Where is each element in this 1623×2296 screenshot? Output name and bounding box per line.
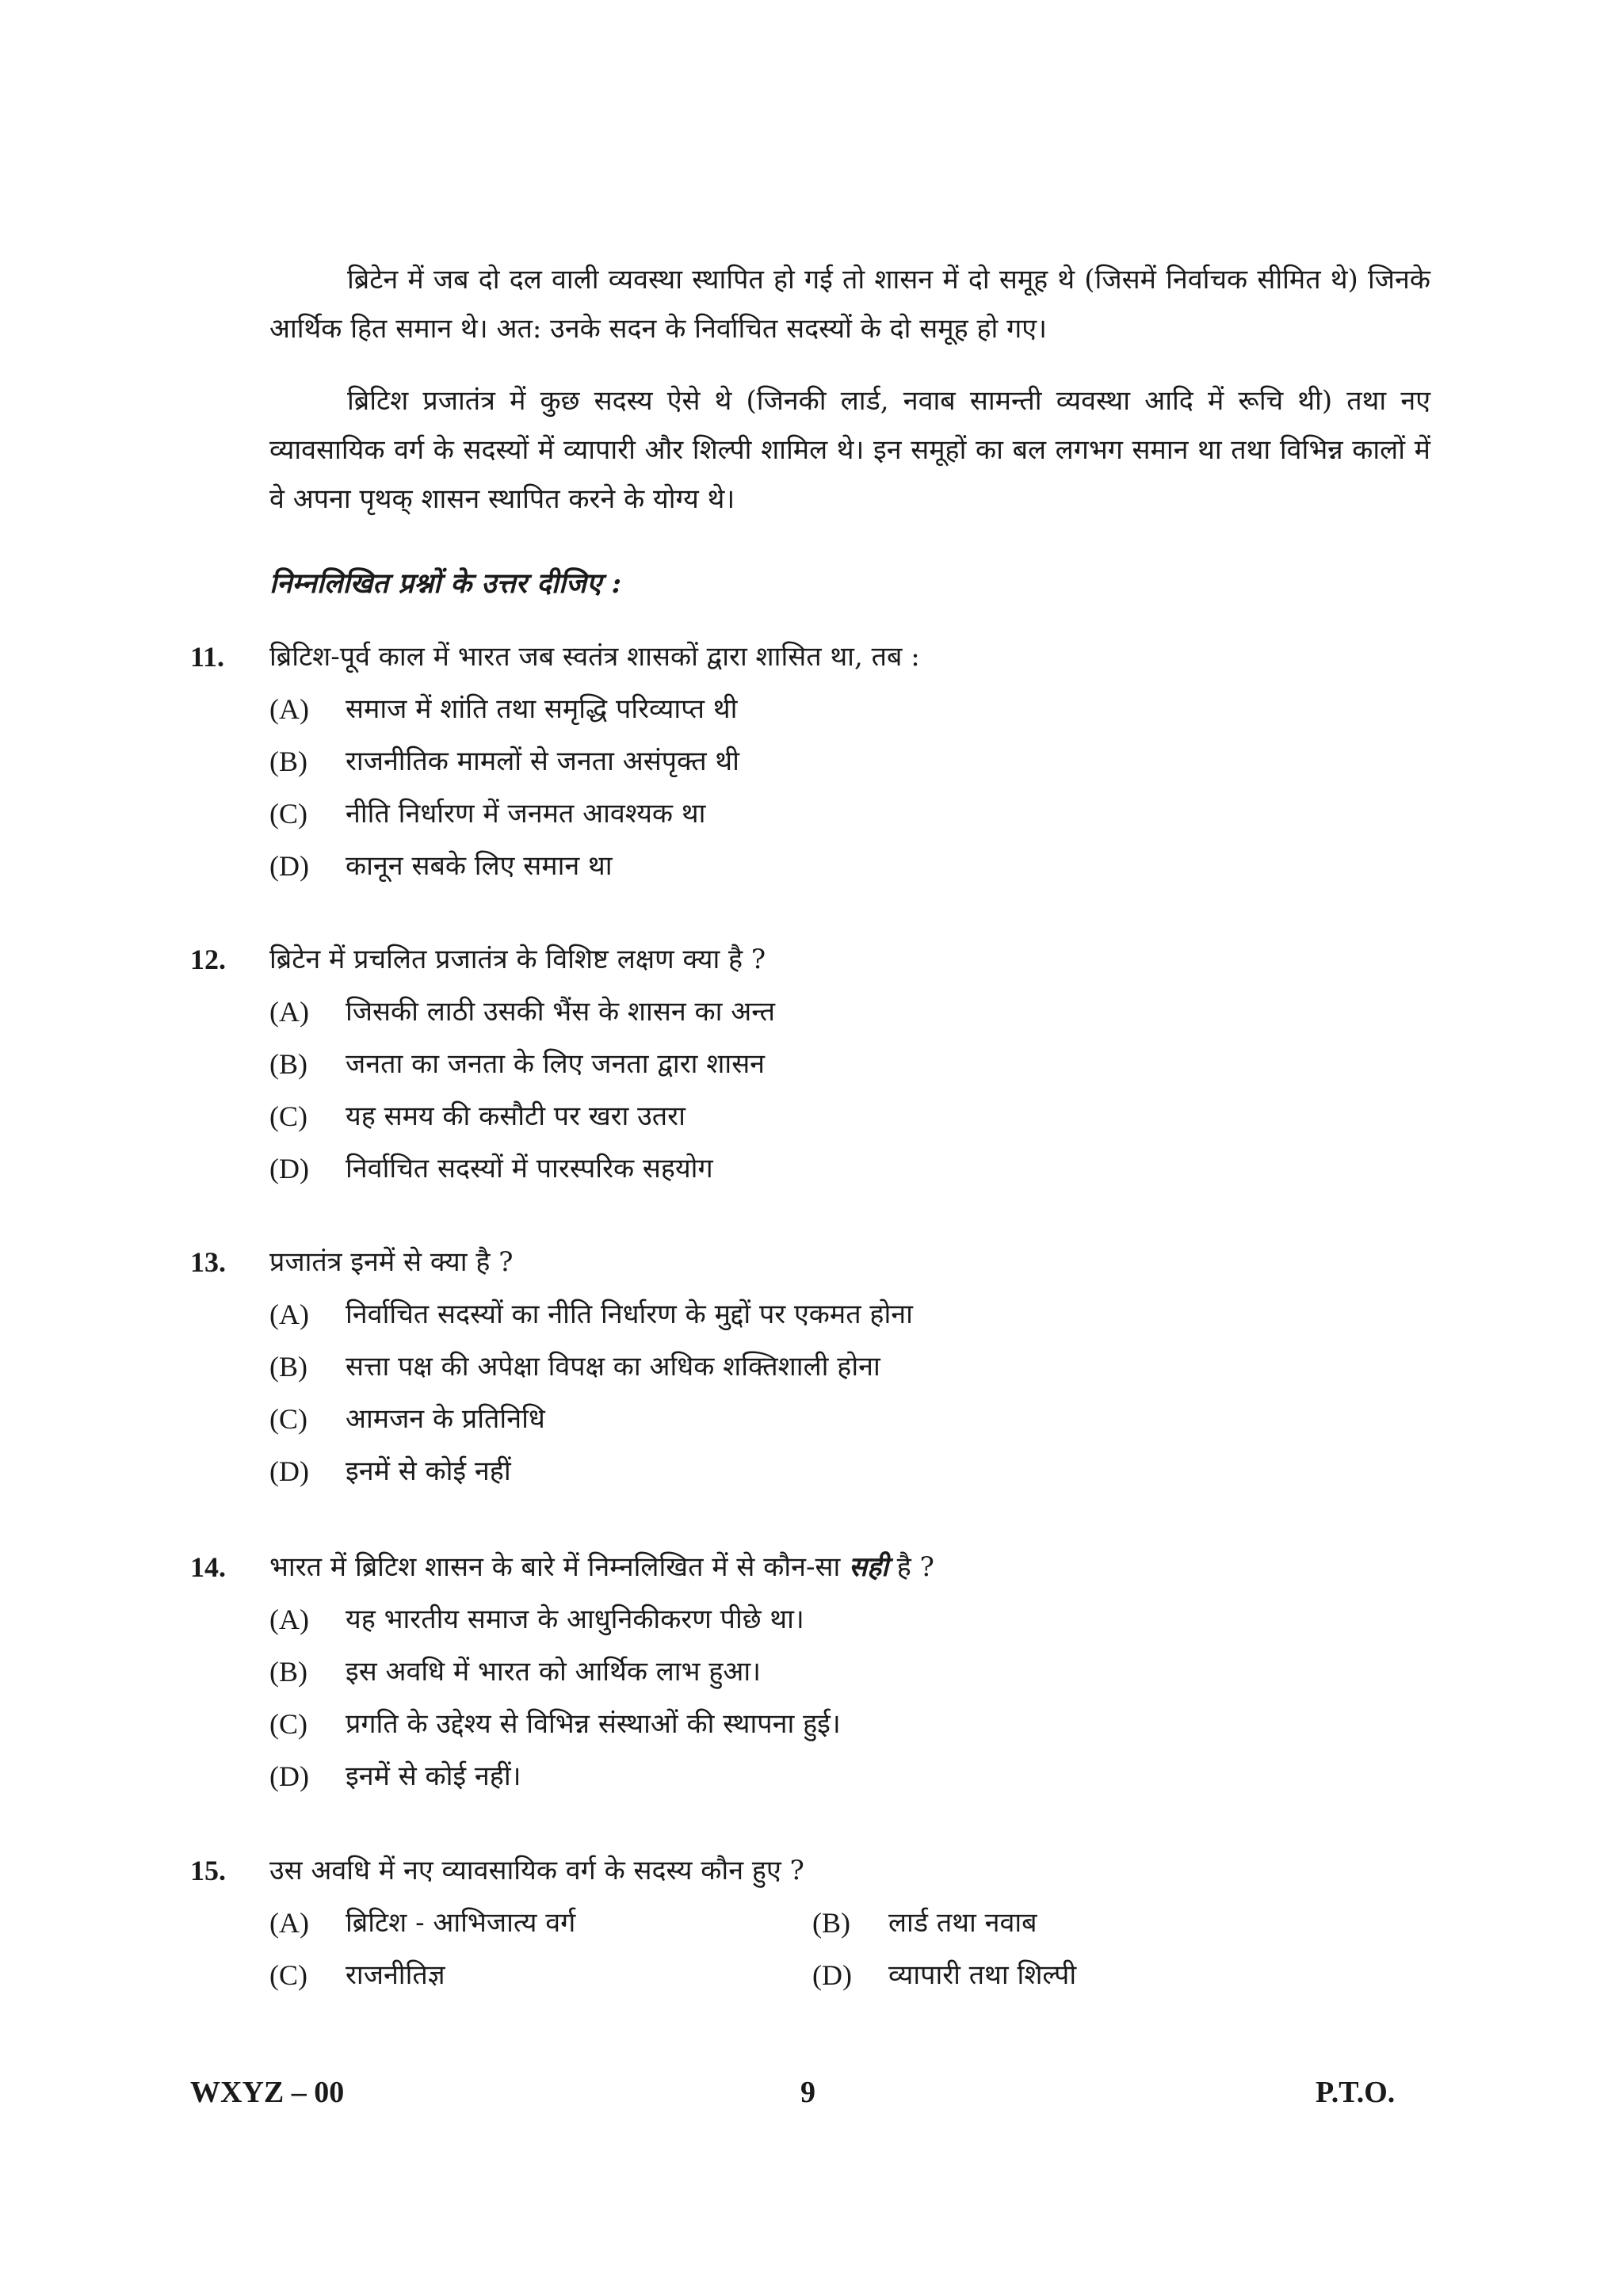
option-text: निर्वाचित सदस्यों में पारस्परिक सहयोग xyxy=(346,1153,713,1184)
please-turn-over: P.T.O. xyxy=(1316,2076,1396,2109)
passage-paragraph-2: ब्रिटिश प्रजातंत्र में कुछ सदस्य ऐसे थे (जिनकी लार्ड, नवाब सामन्ती व्यवस्था आदि में रूचि थी) तथा नए व्यावसायिक वर्ग के सदस्यों में व्यापारी और शिल्पी शामिल थे। इन समूहों का बल लगभग समान था तथा विभिन्न कालों में वे अपना पृथक् शासन स्थापित करने के योग्य थे। xyxy=(269,385,1430,515)
option-text: जिसकी लाठी उसकी भैंस के शासन का अन्त xyxy=(346,996,776,1028)
option-letter: (D) xyxy=(269,1455,309,1487)
question-text: ब्रिटेन में प्रचलित प्रजातंत्र के विशिष्ट लक्षण क्या है ? xyxy=(269,944,766,975)
option-letter: (A) xyxy=(269,1907,309,1939)
option-text: जनता का जनता के लिए जनता द्वारा शासन xyxy=(346,1048,766,1080)
question-text: उस अवधि में नए व्यावसायिक वर्ग के सदस्य कौन हुए ? xyxy=(269,1855,804,1886)
option-text: व्यापारी तथा शिल्पी xyxy=(888,1959,1077,1991)
page-number: 9 xyxy=(800,2076,815,2109)
option-text: इनमें से कोई नहीं। xyxy=(346,1760,521,1792)
option-text: यह भारतीय समाज के आधुनिकीकरण पीछे था। xyxy=(346,1604,804,1635)
option-letter: (C) xyxy=(269,1959,307,1991)
option-letter: (A) xyxy=(269,1604,309,1635)
question-number: 11. xyxy=(190,641,225,673)
option-letter: (D) xyxy=(269,850,309,882)
option-text: ब्रिटिश - आभिजात्य वर्ग xyxy=(346,1907,576,1939)
option-text: नीति निर्धारण में जनमत आवश्यक था xyxy=(346,798,706,830)
option-text: कानून सबके लिए समान था xyxy=(346,850,613,882)
option-letter: (C) xyxy=(269,1100,307,1132)
option-letter: (B) xyxy=(269,1656,307,1688)
question-text: प्रजातंत्र इनमें से क्या है ? xyxy=(269,1246,514,1278)
option-text: निर्वाचित सदस्यों का नीति निर्धारण के मुद्दों पर एकमत होना xyxy=(346,1299,913,1330)
paper-code: WXYZ – 00 xyxy=(190,2076,345,2109)
option-letter: (B) xyxy=(269,1351,307,1383)
option-letter: (B) xyxy=(812,1907,850,1939)
option-text: इनमें से कोई नहीं xyxy=(346,1455,511,1487)
option-letter: (A) xyxy=(269,693,309,725)
option-text: समाज में शांति तथा समृद्धि परिव्याप्त थी xyxy=(346,693,738,725)
option-text: राजनीतिक मामलों से जनता असंपृक्त थी xyxy=(346,746,739,777)
question-number: 15. xyxy=(190,1855,226,1886)
passage-paragraph-1: ब्रिटेन में जब दो दल वाली व्यवस्था स्थापित हो गई तो शासन में दो समूह थे (जिसमें निर्वाचक सीमित थे) जिनके आर्थिक हित समान थे। अत: उनके सदन के निर्वाचित सदस्यों के दो समूह हो गए। xyxy=(269,264,1430,345)
option-letter: (D) xyxy=(269,1153,309,1184)
question-text: ब्रिटिश-पूर्व काल में भारत जब स्वतंत्र शासकों द्वारा शासित था, तब : xyxy=(269,641,920,673)
option-letter: (D) xyxy=(269,1760,309,1792)
option-letter: (D) xyxy=(812,1959,852,1991)
question-text-after: है ? xyxy=(888,1551,934,1583)
option-letter: (A) xyxy=(269,1299,309,1330)
question-text xyxy=(269,1549,934,1585)
option-text: इस अवधि में भारत को आर्थिक लाभ हुआ। xyxy=(346,1656,762,1688)
option-letter: (C) xyxy=(269,1403,307,1435)
option-letter: (C) xyxy=(269,798,307,830)
option-text: राजनीतिज्ञ xyxy=(346,1959,445,1991)
option-letter: (B) xyxy=(269,746,307,777)
question-number: 13. xyxy=(190,1246,226,1278)
question-number: 12. xyxy=(190,944,226,975)
option-text: आमजन के प्रतिनिधि xyxy=(346,1403,545,1435)
option-letter: (C) xyxy=(269,1708,307,1740)
option-text: यह समय की कसौटी पर खरा उतरा xyxy=(346,1100,685,1132)
question-text-before: भारत में ब्रिटिश शासन के बारे में निम्नलिखित में से कौन-सा xyxy=(269,1551,850,1583)
instruction-heading: निम्नलिखित प्रश्नों के उत्तर दीजिए : xyxy=(269,567,622,600)
option-letter: (B) xyxy=(269,1048,307,1080)
question-text-emphasis: सही xyxy=(849,1551,888,1583)
option-text: प्रगति के उद्देश्य से विभिन्न संस्थाओं की स्थापना हुई। xyxy=(346,1708,841,1740)
option-letter: (A) xyxy=(269,996,309,1028)
option-text: सत्ता पक्ष की अपेक्षा विपक्ष का अधिक शक्तिशाली होना xyxy=(346,1351,880,1383)
question-number: 14. xyxy=(190,1551,226,1583)
option-text: लार्ड तथा नवाब xyxy=(888,1907,1037,1939)
